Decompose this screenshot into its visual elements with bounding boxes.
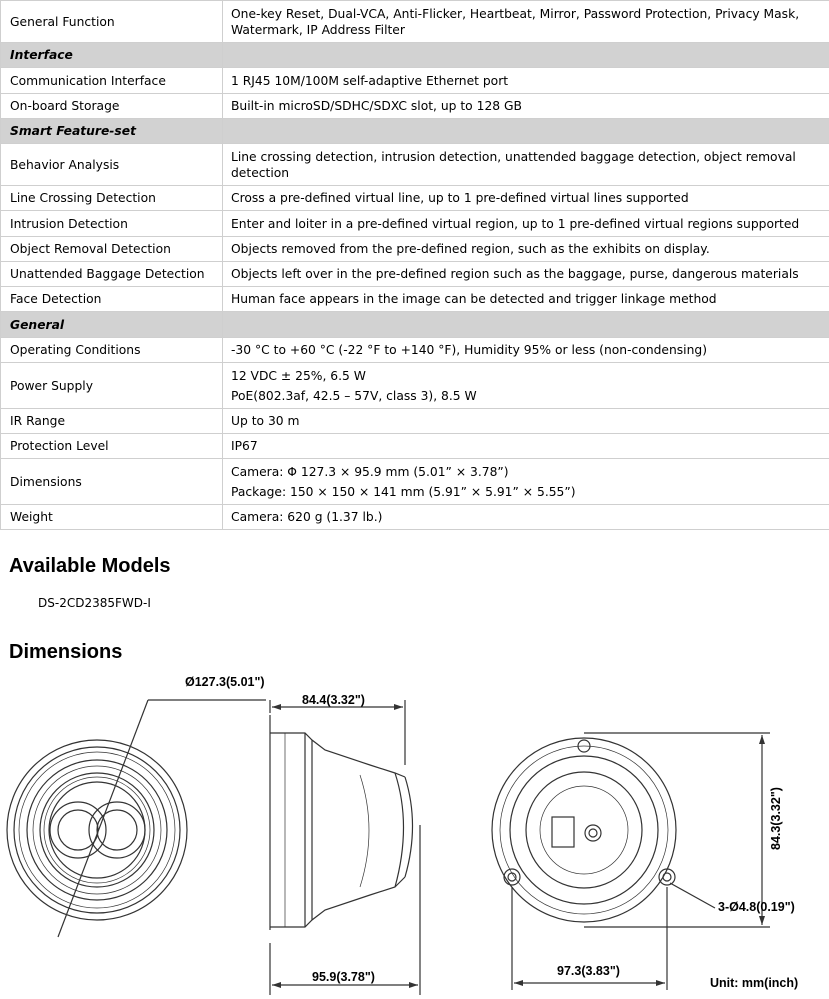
spec-value: Line crossing detection, intrusion detection, unattended baggage detection, object removal detection <box>223 144 829 186</box>
spec-value-line2: Package: 150 × 150 × 141 mm (5.91” × 5.91” × 5.55”) <box>231 484 576 499</box>
unit-label: Unit: mm(inch) <box>710 976 799 990</box>
spec-value: Objects left over in the pre-defined region such as the baggage, purse, dangerous materials <box>223 262 829 287</box>
spec-value: Objects removed from the pre-defined region, such as the exhibits on display. <box>223 237 829 262</box>
dimensions-heading: Dimensions <box>9 641 123 663</box>
spec-row <box>1 287 829 312</box>
spec-row <box>1 363 829 409</box>
base-height-label: 84.3(3.32") <box>769 787 783 850</box>
spec-row <box>1 211 829 237</box>
spec-label: Operating Conditions <box>1 338 223 363</box>
spec-label: Communication Interface <box>1 68 223 94</box>
diameter-label: Ø127.3(5.01") <box>185 675 265 689</box>
spec-value: -30 °C to +60 °C (-22 °F to +140 °F), Humidity 95% or less (non-condensing) <box>223 338 829 363</box>
spec-value: Cross a pre-defined virtual line, up to 1 pre-defined virtual lines supported <box>223 186 829 211</box>
spec-label: Power Supply <box>1 363 223 409</box>
spec-label: Weight <box>1 505 223 530</box>
spec-row <box>1 144 829 186</box>
base-view <box>492 733 770 990</box>
spec-label: On-board Storage <box>1 94 223 119</box>
spec-row <box>1 409 829 434</box>
spec-label: Behavior Analysis <box>1 144 223 186</box>
spec-label: Dimensions <box>1 459 223 505</box>
section-row <box>1 43 829 68</box>
spec-row <box>1 94 829 119</box>
spec-value: Camera: Φ 127.3 × 95.9 mm (5.01” × 3.78”) <box>231 464 509 479</box>
section-title: Smart Feature-set <box>1 119 223 144</box>
base-width-label: 97.3(3.83") <box>557 964 620 978</box>
spec-value: Built-in microSD/SDHC/SDXC slot, up to 128 GB <box>223 94 829 119</box>
spec-row <box>1 434 829 459</box>
spec-label: Protection Level <box>1 434 223 459</box>
spec-row <box>1 338 829 363</box>
spec-value: One-key Reset, Dual-VCA, Anti-Flicker, Heartbeat, Mirror, Password Protection, Privacy Mask, Watermark, IP Address Filter <box>223 1 829 43</box>
dimension-drawing <box>0 665 829 999</box>
spec-label: General Function <box>1 1 223 43</box>
model-number: DS-2CD2385FWD-I <box>38 596 151 610</box>
spec-value-line2: PoE(802.3af, 42.5 – 57V, class 3), 8.5 W <box>231 388 477 403</box>
arrow-heads <box>272 704 765 988</box>
spec-row <box>1 186 829 211</box>
spec-label: Unattended Baggage Detection <box>1 262 223 287</box>
depth-top-label: 84.4(3.32") <box>302 693 365 707</box>
spec-label: Object Removal Detection <box>1 237 223 262</box>
depth-bottom-label: 95.9(3.78") <box>312 970 375 984</box>
spec-row <box>1 237 829 262</box>
side-view <box>270 700 420 995</box>
front-view <box>7 700 266 937</box>
spec-value: Camera: 620 g (1.37 lb.) <box>223 505 829 530</box>
spec-value: Human face appears in the image can be detected and trigger linkage method <box>223 287 829 312</box>
spec-label: Face Detection <box>1 287 223 312</box>
spec-label: Line Crossing Detection <box>1 186 223 211</box>
spec-value: Up to 30 m <box>223 409 829 434</box>
spec-row <box>1 1 829 43</box>
section-title: General <box>1 312 223 338</box>
spec-value: 1 RJ45 10M/100M self-adaptive Ethernet port <box>223 68 829 94</box>
spec-row <box>1 262 829 287</box>
spec-value: IP67 <box>223 434 829 459</box>
section-row <box>1 119 829 144</box>
spec-row <box>1 68 829 94</box>
available-models-heading: Available Models <box>9 555 171 577</box>
spec-value: Enter and loiter in a pre-defined virtual region, up to 1 pre-defined virtual regions supported <box>223 211 829 237</box>
spec-label: Intrusion Detection <box>1 211 223 237</box>
spec-value: 12 VDC ± 25%, 6.5 W <box>231 368 366 383</box>
section-title: Interface <box>1 43 223 68</box>
spec-label: IR Range <box>1 409 223 434</box>
spec-row <box>1 505 829 530</box>
section-row <box>1 312 829 338</box>
holes-label: 3-Ø4.8(0.19") <box>718 900 795 914</box>
spec-row <box>1 459 829 505</box>
